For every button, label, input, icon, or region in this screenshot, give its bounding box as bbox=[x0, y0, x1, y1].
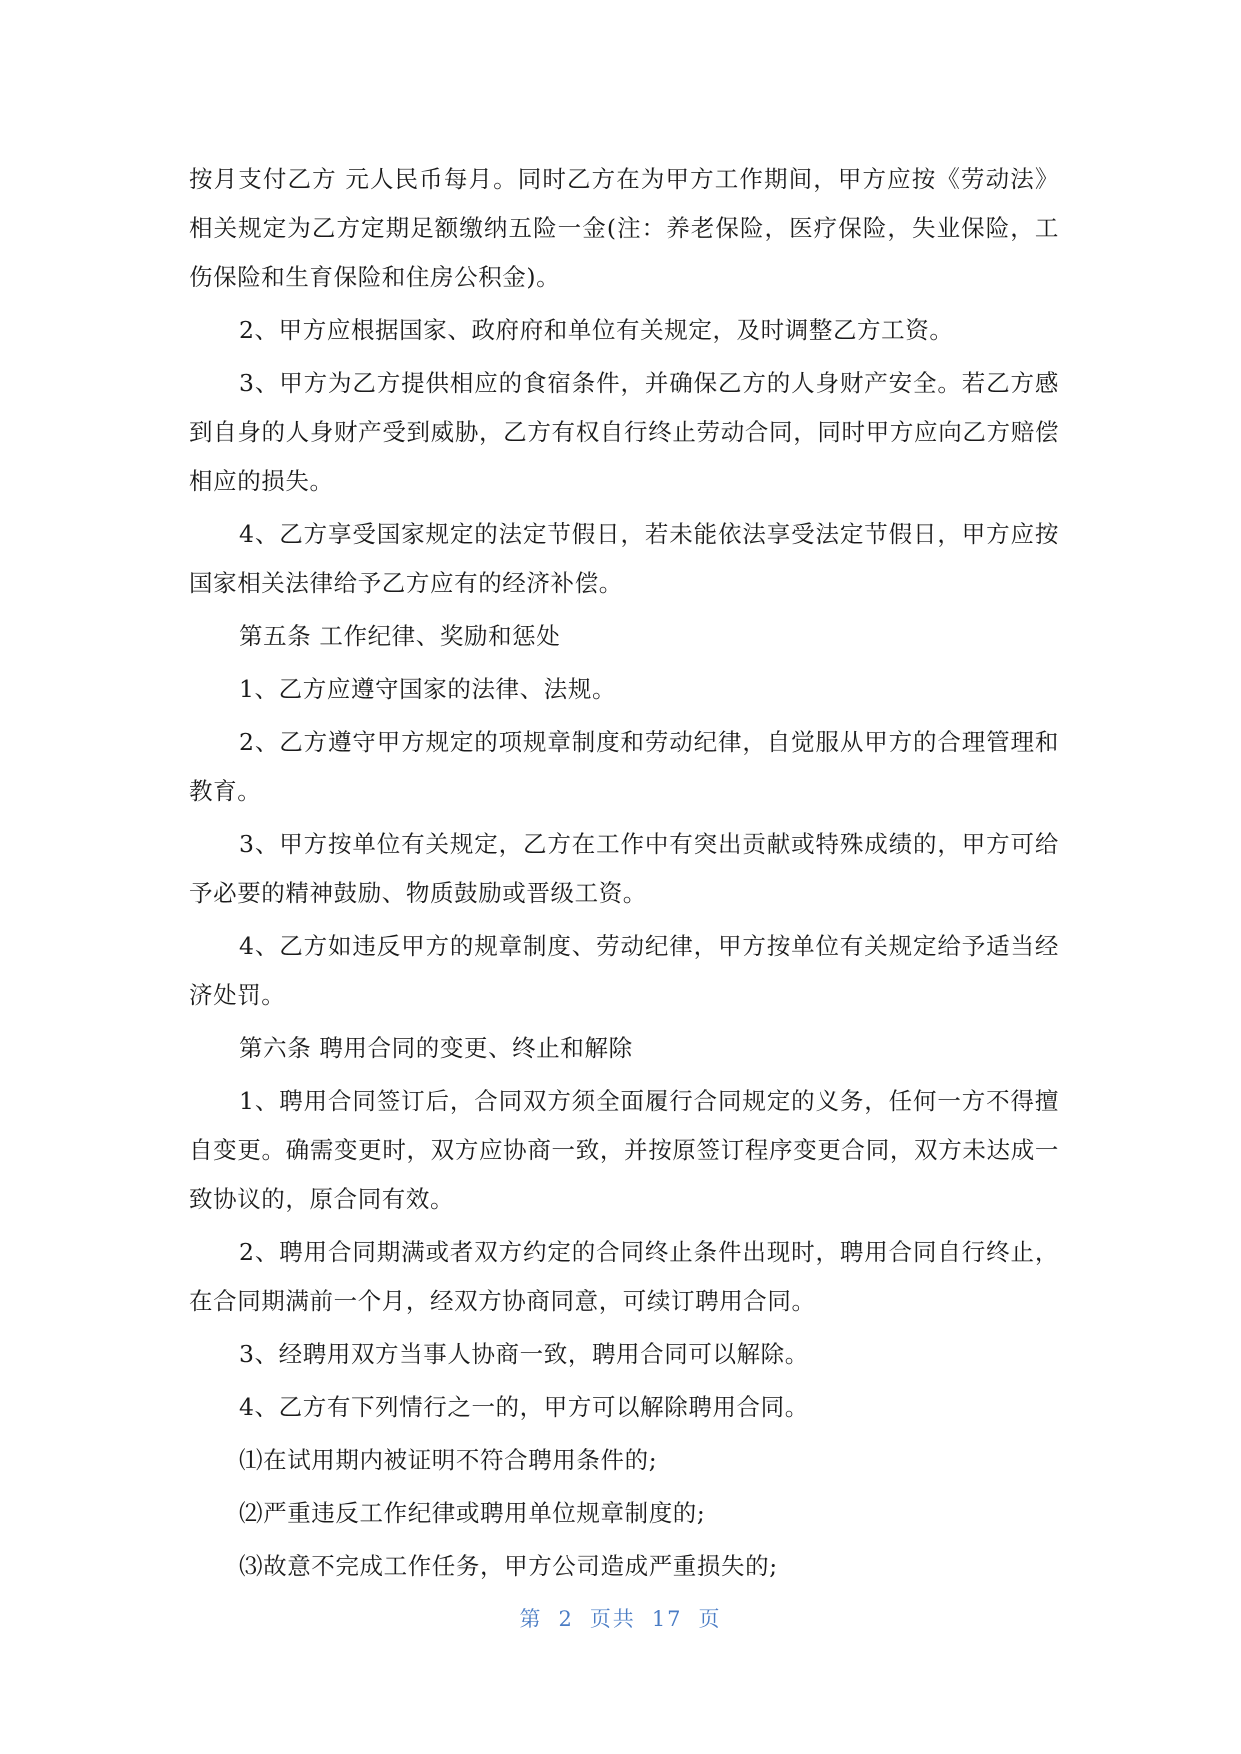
paragraph-11: 1、聘用合同签订后，合同双方须全面履行合同规定的义务，任何一方不得擅自变更。确需变更时，双方应协商一致，并按原签订程序变更合同，双方未达成一致协议的，原合同有效。 bbox=[189, 1087, 1059, 1213]
footer-total-pages: 17 bbox=[651, 1607, 683, 1631]
section-heading-article-5: 第五条 工作纪律、奖励和惩处 bbox=[239, 622, 561, 650]
footer-current-page: 2 bbox=[558, 1607, 574, 1631]
paragraph-7: 2、乙方遵守甲方规定的项规章制度和劳动纪律，自觉服从甲方的合理管理和教育。 bbox=[189, 728, 1059, 805]
paragraph-2: 2、甲方应根据国家、政府府和单位有关规定，及时调整乙方工资。 bbox=[239, 316, 954, 344]
paragraph-3: 3、甲方为乙方提供相应的食宿条件，并确保乙方的人身财产安全。若乙方感到自身的人身财产受到威胁，乙方有权自行终止劳动合同，同时甲方应向乙方赔偿相应的损失。 bbox=[189, 369, 1059, 495]
list-item-3: ⑶故意不完成工作任务，甲方公司造成严重损失的; bbox=[239, 1552, 778, 1580]
paragraph-13: 3、经聘用双方当事人协商一致，聘用合同可以解除。 bbox=[239, 1340, 809, 1368]
page-footer bbox=[0, 1603, 1241, 1633]
paragraph-4: 4、乙方享受国家规定的法定节假日，若未能依法享受法定节假日，甲方应按国家相关法律给予乙方应有的经济补偿。 bbox=[189, 520, 1059, 597]
footer-prefix: 第 bbox=[519, 1607, 543, 1631]
paragraph-12: 2、聘用合同期满或者双方约定的合同终止条件出现时，聘用合同自行终止，在合同期满前一个月，经双方协商同意，可续订聘用合同。 bbox=[189, 1238, 1059, 1315]
list-item-1: ⑴在试用期内被证明不符合聘用条件的; bbox=[239, 1446, 658, 1474]
document-body bbox=[189, 155, 1059, 1595]
footer-suffix: 页 bbox=[698, 1607, 722, 1631]
paragraph-8: 3、甲方按单位有关规定，乙方在工作中有突出贡献或特殊成绩的，甲方可给予必要的精神鼓励、物质鼓励或晋级工资。 bbox=[189, 830, 1059, 907]
paragraph-1: 按月支付乙方 元人民币每月。同时乙方在为甲方工作期间，甲方应按《劳动法》相关规定为乙方定期足额缴纳五险一金(注：养老保险，医疗保险，失业保险，工伤保险和生育保险和住房公积金)。 bbox=[189, 165, 1059, 291]
section-heading-article-6: 第六条 聘用合同的变更、终止和解除 bbox=[239, 1034, 633, 1062]
paragraph-14: 4、乙方有下列情行之一的，甲方可以解除聘用合同。 bbox=[239, 1393, 809, 1421]
paragraph-9: 4、乙方如违反甲方的规章制度、劳动纪律，甲方按单位有关规定给予适当经济处罚。 bbox=[189, 932, 1059, 1009]
paragraph-6: 1、乙方应遵守国家的法律、法规。 bbox=[239, 675, 617, 703]
footer-middle: 页共 bbox=[589, 1607, 636, 1631]
list-item-2: ⑵严重违反工作纪律或聘用单位规章制度的; bbox=[239, 1499, 706, 1527]
